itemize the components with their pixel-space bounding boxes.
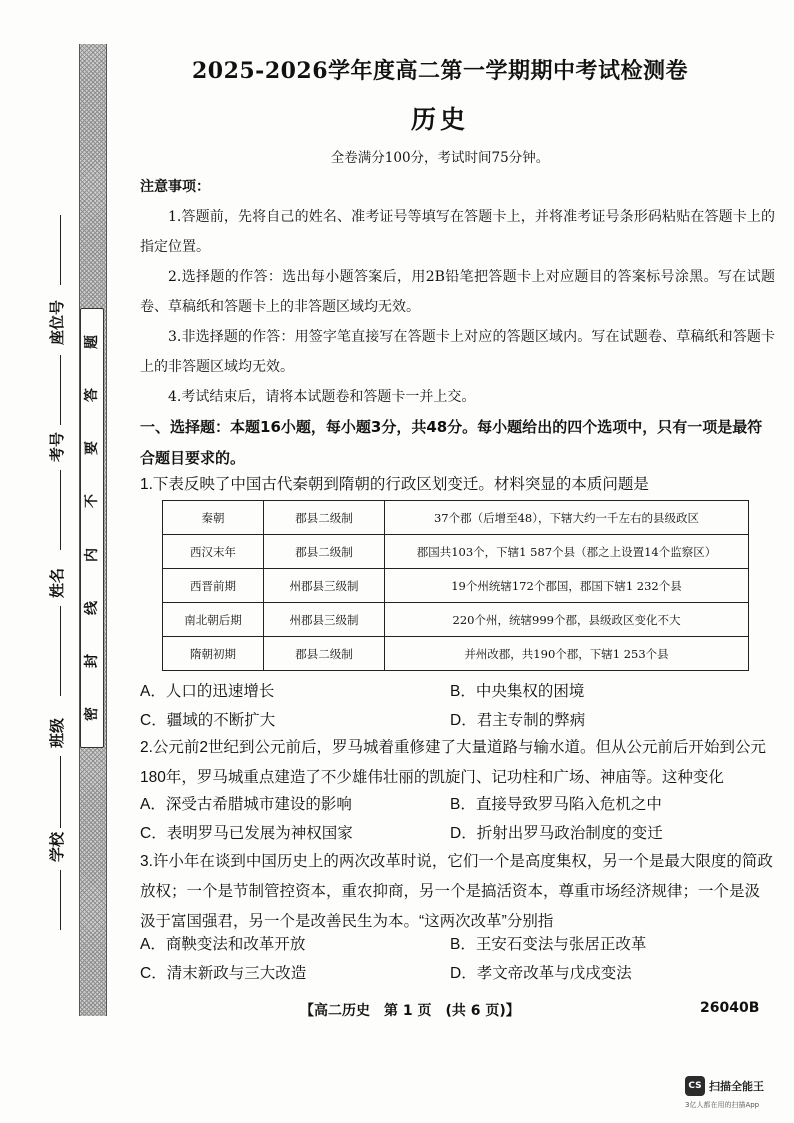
note-item: 2.选择题的作答：选出每小题答案后，用2B铅笔把答题卡上对应题目的答案标号涂黑。写在试题卷、草稿纸和答题卡上的非答题区域均无效。 [140,269,775,315]
option-row [140,817,780,846]
exam-title: 2025-2026学年度高二第一学期期中考试检测卷 [191,58,689,84]
question-1-stem: 1.下表反映了中国古代秦朝到隋朝的行政区划变迁。材料突显的本质问题是 [140,476,649,493]
table-cell: 郡国共103个，下辖1 587个县（郡之上设置14个监察区） [385,535,749,569]
note-item: 4.考试结束后，请将本试题卷和答题卡一并上交。 [168,389,476,405]
table-cell: 220个州，统辖999个郡，县级政区变化不大 [385,603,749,637]
exam-no-label: 考号 [48,431,66,462]
option-a: A．深受古希腊城市建设的影响 [140,795,352,813]
question-2-stem: 2.公元前2世纪到公元前后，罗马城着重修建了大量道路与输水道。但从公元前后开始到公元180年，罗马城重点建造了不少雄伟壮丽的凯旋门、记功柱和广场、神庙等。这种变化 [140,739,767,786]
table-cell: 隋朝初期 [163,637,264,671]
option-b: B．直接导致罗马陷入危机之中 [450,795,662,813]
table-row [163,637,749,671]
question-2-options [140,788,780,846]
option-row [140,928,780,957]
name-underline [60,606,61,696]
seat-underline [60,215,61,285]
school-label: 学校 [48,831,66,862]
option-row [140,675,780,704]
option-c: C．表明罗马已发展为神权国家 [140,824,353,842]
table-cell: 南北朝后期 [163,603,264,637]
table-cell: 州郡县三级制 [264,603,385,637]
seal-char: 线 [84,600,100,615]
table-cell: 郡县二级制 [264,535,385,569]
seal-char: 密 [84,707,100,722]
table-cell: 秦朝 [163,501,264,535]
option-c: C．清末新政与三大改造 [140,964,307,982]
option-a: A．商鞅变法和改革开放 [140,935,306,953]
class-label: 班级 [48,717,66,748]
table-cell: 郡县二级制 [264,637,385,671]
name-label: 姓名 [48,567,66,598]
table-cell: 西晋前期 [163,569,264,603]
seal-char: 封 [84,654,100,669]
paper-code: 26040B [700,1000,760,1016]
table-cell: 郡县二级制 [264,501,385,535]
option-row [140,957,780,986]
question-3-stem: 3.许小年在谈到中国历史上的两次改革时说，它们一个是高度集权，另一个是最大限度的简政放权；一个是节制管控资本，重农抑商，另一个是搞活资本，尊重市场经济规律；一个是汲汲于富国强君，另一个是改善民生为本。“这两次改革”分别指 [140,853,773,930]
table-row [163,501,749,535]
table-row [163,569,749,603]
table-cell: 州郡县三级制 [264,569,385,603]
table-row [163,535,749,569]
camscanner-logo-icon: CS [685,1076,705,1096]
admin-division-table [162,500,749,671]
option-a: A．人口的迅速增长 [140,682,275,700]
school-underline [60,870,61,930]
score-info: 全卷满分100分，考试时间75分钟。 [330,150,550,166]
subject-title: 历史 [410,105,469,134]
notes-heading: 注意事项： [140,179,210,195]
watermark-name: 扫描全能王 [709,1080,764,1093]
seal-char: 不 [84,494,100,509]
watermark-slogan: 3亿人都在用的扫描App [685,1101,760,1109]
note-item: 3.非选择题的作答：用签字笔直接写在答题卡上对应的答题区域内。写在试题卷、草稿纸和答题卡上的非答题区域均无效。 [140,329,775,375]
section-heading: 一、选择题：本题16小题，每小题3分，共48分。每小题给出的四个选项中，只有一项是最符合题目要求的。 [140,418,763,467]
table-cell: 37个郡（后增至48），下辖大约一千左右的县级政区 [385,501,749,535]
table-row [163,603,749,637]
option-b: B．王安石变法与张居正改革 [450,935,647,953]
notes-block [140,172,775,412]
option-c: C．疆域的不断扩大 [140,711,276,729]
seat-label: 座位号 [48,299,66,345]
option-d: D．君主专制的弊病 [450,711,586,729]
question-1-options [140,675,780,733]
page-footer: 【高二历史 第 1 页 (共 6 页)】 [300,1003,520,1019]
seal-char: 题 [84,334,100,349]
note-item: 1.答题前，先将自己的姓名、准考证号等填写在答题卡上，并将准考证号条形码粘贴在答题卡上的指定位置。 [140,209,775,255]
seal-char: 内 [84,547,100,562]
seal-char: 答 [84,387,100,402]
option-b: B．中央集权的困境 [450,682,585,700]
table-cell: 西汉末年 [163,535,264,569]
option-d: D．折射出罗马政治制度的变迁 [450,824,663,842]
exam-no-underline-2 [60,470,61,550]
table-cell: 并州改郡，共190个郡，下辖1 253个县 [385,637,749,671]
scanner-watermark [685,1076,764,1096]
option-d: D．孝文帝改革与戊戌变法 [450,964,632,982]
exam-no-underline [60,355,61,425]
table-cell: 19个州统辖172个郡国，郡国下辖1 232个县 [385,569,749,603]
question-3-options [140,928,780,986]
seal-char: 要 [84,441,100,456]
option-row [140,788,780,817]
seal-notice [80,308,104,748]
class-underline [60,756,61,828]
option-row [140,704,780,733]
